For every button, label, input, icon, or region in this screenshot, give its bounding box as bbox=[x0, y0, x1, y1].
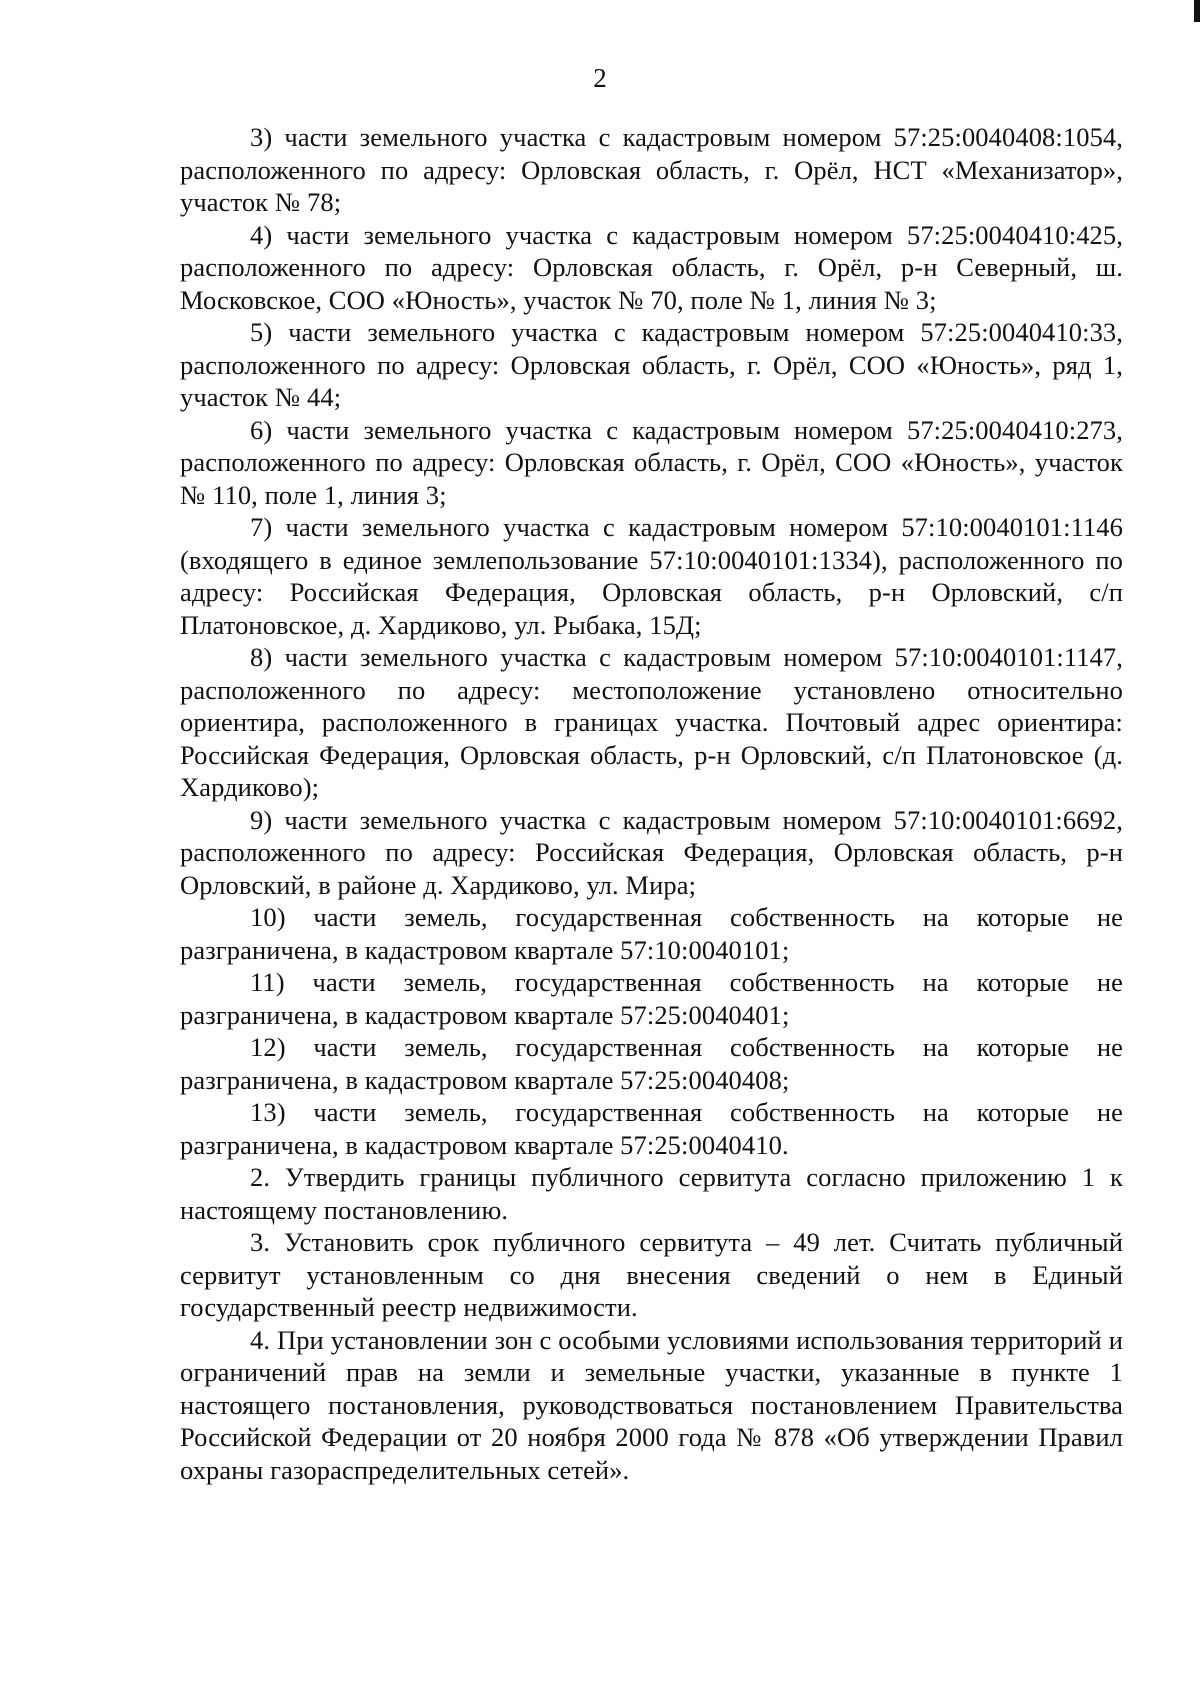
paragraph-point-2: 2. Утвердить границы публичного сервитута согласно приложению 1 к настоящему постановлению. bbox=[180, 1162, 1123, 1225]
page-number: 2 bbox=[593, 63, 607, 93]
paragraph-item-9: 9) части земельного участка с кадастровым номером 57:10:0040101:6692, расположенного по адресу: Российская Федерация, Орловская область, р-н Орловский, в районе д. Хардиково, ул. Мира; bbox=[180, 804, 1123, 900]
paragraph-item-10: 10) части земель, государственная собственность на которые не разграничена, в кадастровом квартале 57:10:0040101; bbox=[180, 902, 1123, 965]
document-body bbox=[180, 121, 1123, 1486]
paragraph-item-5: 5) части земельного участка с кадастровым номером 57:25:0040410:33, расположенного по адресу: Орловская область, г. Орёл, СОО «Юность», ряд 1, участок № 44; bbox=[180, 317, 1123, 412]
paragraph-item-12: 12) части земель, государственная собственность на которые не разграничена, в кадастровом квартале 57:25:0040408; bbox=[180, 1032, 1123, 1095]
scan-edge-mark bbox=[1194, 0, 1200, 22]
paragraph-item-13: 13) части земель, государственная собственность на которые не разграничена, в кадастровом квартале 57:25:0040410. bbox=[180, 1097, 1123, 1160]
paragraph-item-11: 11) части земель, государственная собственность на которые не разграничена, в кадастровом квартале 57:25:0040401; bbox=[180, 967, 1123, 1030]
paragraph-item-3: 3) части земельного участка с кадастровым номером 57:25:0040408:1054, расположенного по адресу: Орловская область, г. Орёл, НСТ «Механизатор», участок № 78; bbox=[180, 122, 1123, 217]
paragraph-item-4: 4) части земельного участка с кадастровым номером 57:25:0040410:425, расположенного по адресу: Орловская область, г. Орёл, р-н Северный, ш. Московское, СОО «Юность», участок № 70, поле № 1, линия № 3; bbox=[180, 219, 1123, 315]
paragraph-point-4: 4. При установлении зон с особыми условиями использования территорий и ограничений прав на земли и земельные участки, указанные в пункте 1 настоящего постановления, руководствоваться постановлением Правительства Российской Федерации от 20 ноября 2000 года № 878 «Об утверждении Правил охраны газораспределительных сетей». bbox=[180, 1324, 1123, 1485]
paragraph-item-6: 6) части земельного участка с кадастровым номером 57:25:0040410:273, расположенного по адресу: Орловская область, г. Орёл, СОО «Юность», участок № 110, поле 1, линия 3; bbox=[180, 414, 1123, 510]
paragraph-item-8: 8) части земельного участка с кадастровым номером 57:10:0040101:1147, расположенного по адресу: местоположение установлено относительно ориентира, расположенного в границах участка. Почтовый адрес ориентира: Российская Федерация, Орловская область, р-н Орловский, с/п Платоновское (д. Хардиково); bbox=[180, 642, 1123, 802]
paragraph-item-7: 7) части земельного участка с кадастровым номером 57:10:0040101:1146 (входящего в единое землепользование 57:10:0040101:1334), расположенного по адресу: Российская Федерация, Орловская область, р-н Орловский, с/п Платоновское, д. Хардиково, ул. Рыбака, 15Д; bbox=[180, 512, 1123, 640]
paragraph-point-3: 3. Установить срок публичного сервитута – 49 лет. Считать публичный сервитут установленным со дня внесения сведений о нем в Единый государственный реестр недвижимости. bbox=[180, 1227, 1123, 1322]
